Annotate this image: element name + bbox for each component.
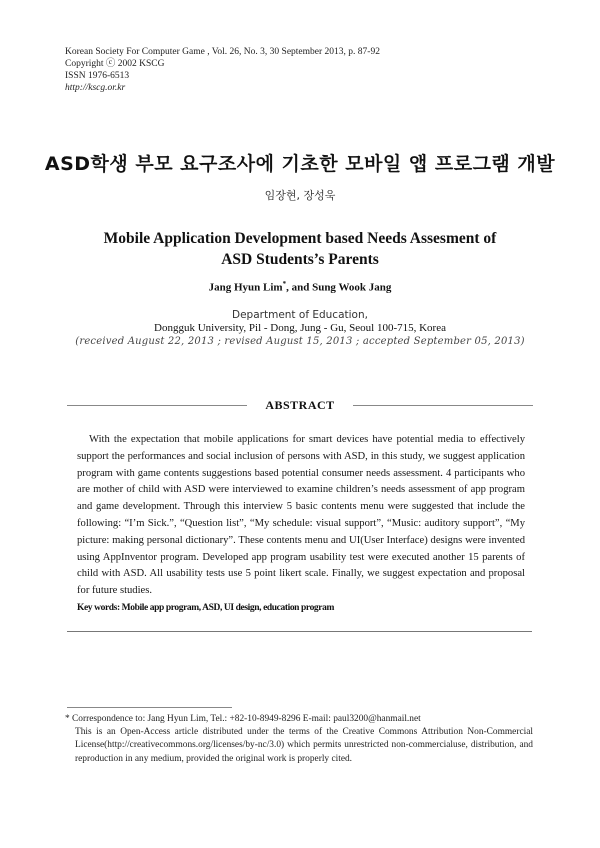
correspondence-note: * Correspondence to: Jang Hyun Lim, Tel.: +82-10-8949-8296 E-mail: paul3200@hanmail.net [65, 714, 421, 724]
author-2: , and Sung Wook Jang [286, 281, 392, 294]
abstract-heading [67, 398, 533, 413]
english-title [0, 228, 600, 270]
keywords: Key words: Mobile app program, ASD, UI design, education program [77, 603, 334, 613]
copyright-line: Copyright ⓒ 2002 KSCG [65, 59, 165, 69]
english-title-line-2: ASD Students’s Parents [221, 251, 379, 268]
abstract-body: With the expectation that mobile applications for smart devices have potential media to effectively support the performances and social inclusion of persons with ASD, in this study, we suggest application program with game contents suggestions based potential consumer needs assessment. 4 participants who are mother of child with ASD were interviewed to examine children’s needs assessment of app program and game development. Through this interview 5 basic contents menu were suggested that include the following: “I’m Sick.”, “Question list”, “My schedule: visual support”, “Music: auditory support”, “My picture: making personal dictionary”. These contents menu and UI(User Interface) designs were invented using AppInventor program. Developed app program usability test were executed another 15 parents of child with ASD. All usability tests use 5 point likert scale. Finally, we suggest expectation and proposal for future studies. [77, 434, 525, 597]
abstract-rule-right [353, 405, 533, 406]
journal-url-link[interactable]: http://kscg.or.kr [65, 83, 126, 93]
section-divider [67, 631, 532, 632]
english-authors [0, 280, 600, 294]
journal-header [65, 46, 380, 94]
abstract-rule-left [67, 405, 247, 406]
submission-dates: (received August 22, 2013 ; revised August 15, 2013 ; accepted September 05, 2013) [75, 336, 525, 347]
footnote-divider [67, 707, 232, 708]
department: Department of Education, [232, 309, 368, 321]
issn-line: ISSN 1976-6513 [65, 71, 130, 81]
license-note: This is an Open-Access article distributed under the terms of the Creative Commons Attribution Non-Commercial License(http://creativecommons.org/licenses/by-nc/3.0) which permits unrestricted non-commercialuse, distribution, and reproduction in any medium, provided the original work is properly cited. [75, 727, 533, 764]
korean-title: ASD학생 부모 요구조사에 기초한 모바일 앱 프로그램 개발 [44, 153, 556, 175]
address: Dongguk University, Pil - Dong, Jung - Gu, Seoul 100-715, Korea [154, 322, 446, 334]
english-title-line-1: Mobile Application Development based Needs Assesment of [103, 230, 497, 247]
korean-authors: 임장현, 장성욱 [264, 189, 336, 202]
corresponding-author-mark: * [282, 280, 287, 288]
author-1: Jang Hyun Lim [208, 281, 283, 294]
footnote [65, 713, 533, 766]
affiliation [0, 309, 600, 348]
abstract-label: ABSTRACT [265, 398, 335, 412]
journal-citation: Korean Society For Computer Game , Vol. 26, No. 3, 30 September 2013, p. 87-92 [65, 47, 380, 57]
